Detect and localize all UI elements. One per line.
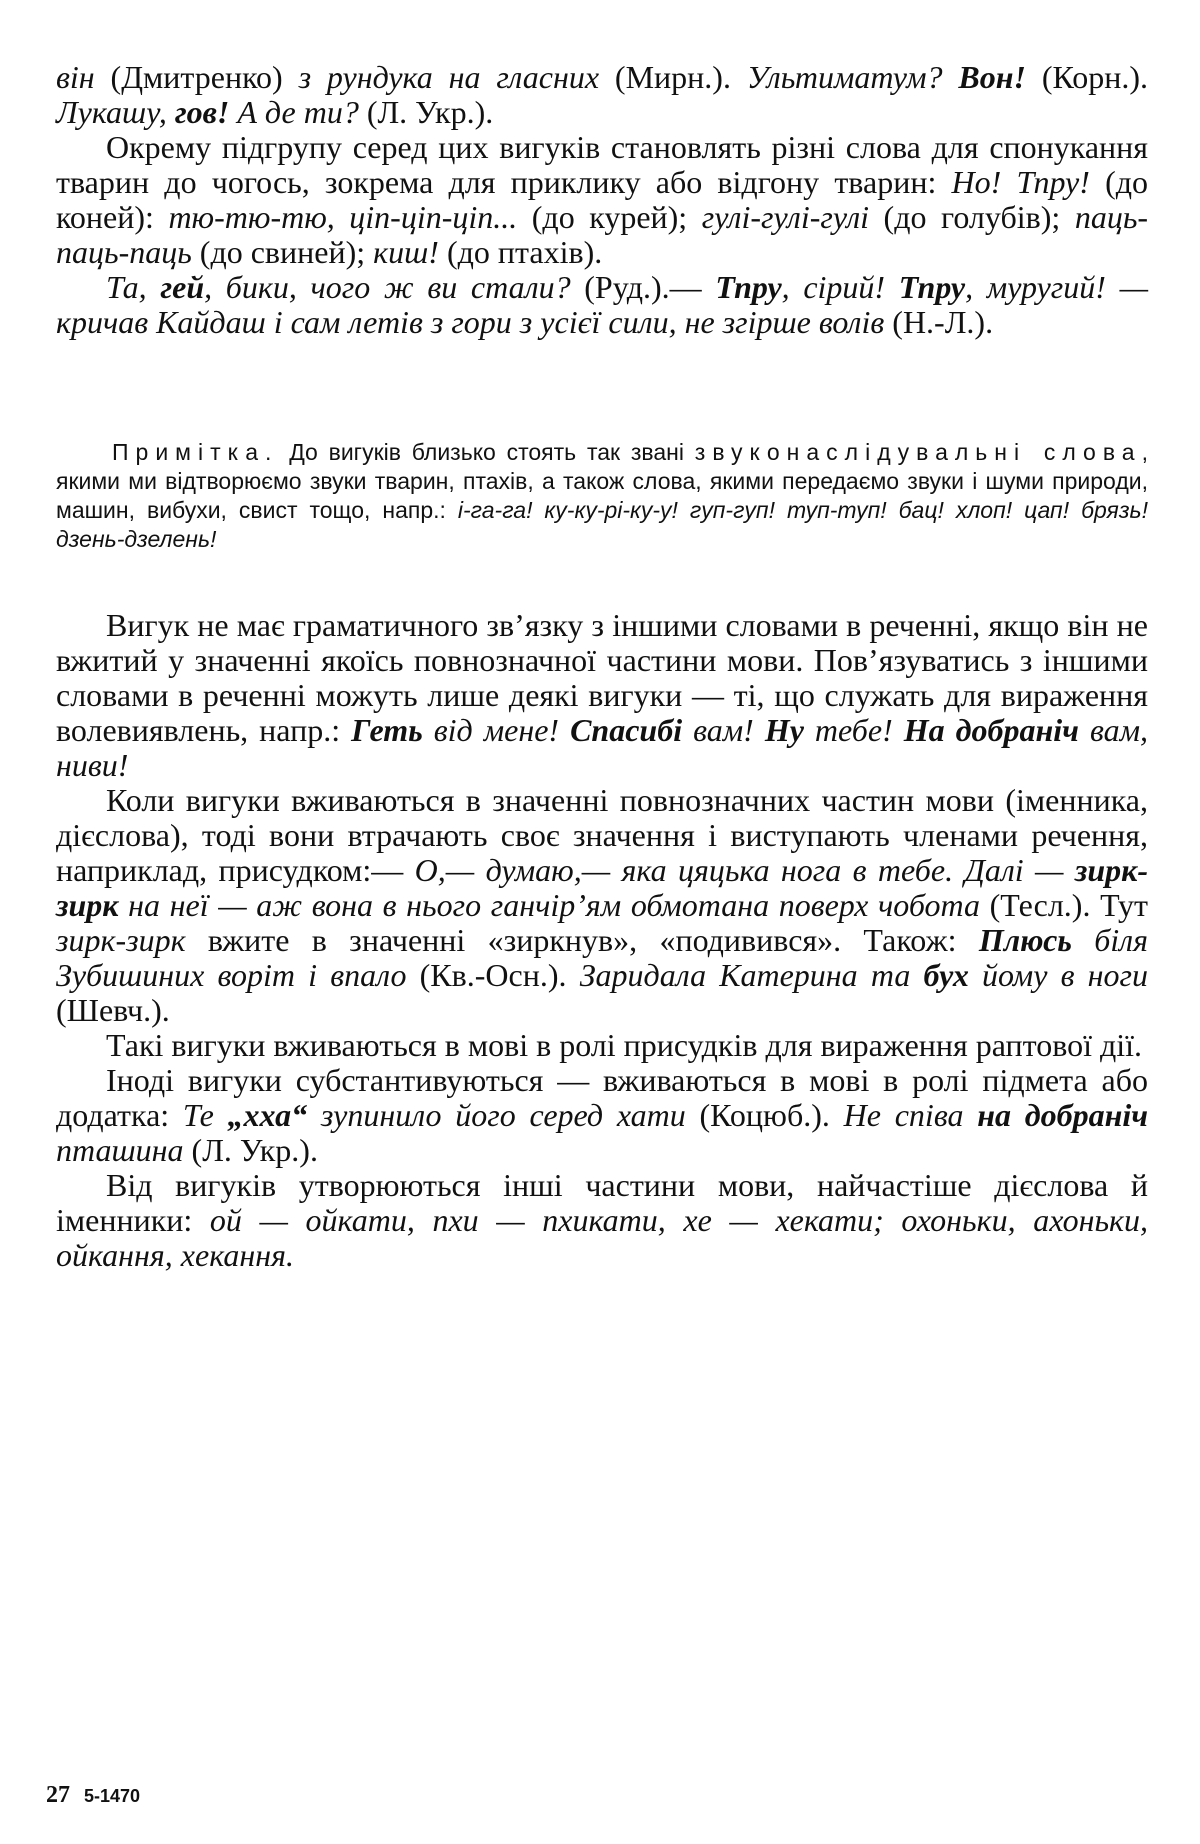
text-span: біля Зубишиних воріт і впало xyxy=(56,922,1149,993)
text-span: (Кв.-Осн.). xyxy=(406,957,580,993)
page-footer xyxy=(46,1782,140,1809)
text-span: Плюсь xyxy=(978,922,1072,958)
text-span: Те xyxy=(182,1097,228,1133)
text-span: Тпру xyxy=(715,269,782,305)
text-span: з рундука на гласних xyxy=(298,59,600,95)
text-span: (Л. Укр.). xyxy=(183,1132,318,1168)
text-span: зупинило його серед хати xyxy=(307,1097,686,1133)
text-span: Тпру xyxy=(898,269,966,305)
paragraph-grammar xyxy=(56,608,1148,783)
text-span: (Л. Укр.). xyxy=(358,94,494,130)
text-span: Такі вигуки вживаються в мові в ролі присудків для вираження раптової дії. xyxy=(106,1027,1143,1063)
note-term: звуконаслідувальні слова xyxy=(694,439,1142,465)
text-span: Ну xyxy=(764,712,804,748)
text-span: А де ти? xyxy=(229,94,359,130)
text-span: На добраніч xyxy=(903,712,1079,748)
text-span: бух xyxy=(923,957,969,993)
text-span: Іноді вигуки субстантивуються — вживаються в мові в ролі підмета або додатка: xyxy=(56,1062,1148,1133)
note-examples: і-га-га! ку-ку-рі-ку-у! гуп-гуп! туп-туп! бац! хлоп! цап! брязь! дзень-дзелень! xyxy=(56,497,1149,552)
text-span: (Мирн.). xyxy=(599,59,747,95)
paragraph-citations xyxy=(56,60,1148,130)
text-span: Ультиматум? xyxy=(746,59,943,95)
text-span: (до коней): xyxy=(56,164,1149,235)
top-text-block xyxy=(56,60,1148,340)
paragraph-sentence-members xyxy=(56,783,1148,1028)
text-span: вжите в значенні «зиркнув», «подивився». Також: xyxy=(185,922,979,958)
main-text-block xyxy=(56,608,1148,1273)
text-span: Лукашу, xyxy=(56,94,175,130)
paragraph-predicates xyxy=(56,1028,1148,1063)
text-span: (Шевч.). xyxy=(56,992,170,1028)
text-span: Коли вигуки вживаються в значенні повнозначних частин мови (іменника, дієслова), тоді вони втрачають своє значення і виступають членами речення, наприклад, присудком:— xyxy=(56,782,1148,888)
text-span: Заридала Катерина та xyxy=(579,957,924,993)
text-span: йому в ноги xyxy=(968,957,1149,993)
text-span: (до птахів). xyxy=(438,234,603,270)
text-span: паць-паць-паць xyxy=(56,199,1149,270)
text-span: на добраніч xyxy=(977,1097,1149,1133)
text-span: (до свиней); xyxy=(191,234,374,270)
text-span: вам! xyxy=(682,712,765,748)
text-span: (Дмитренко) xyxy=(94,59,299,95)
text-span: Від вигуків утворюються інші частини мови, найчастіше дієслова й іменники: xyxy=(56,1167,1148,1238)
text-span: Но! Тпру! xyxy=(951,164,1090,200)
text-span: Спасибі xyxy=(570,712,683,748)
text-span: , бики, чого ж ви стали? xyxy=(204,269,571,305)
text-span: тебе! xyxy=(803,712,904,748)
text-span: Не співа xyxy=(843,1097,978,1133)
text-span: „хха“ xyxy=(227,1097,308,1133)
text-span: (Н.-Л.). xyxy=(884,304,994,340)
text-span: на неї — аж вона в нього ганчір’ям обмотана поверх чобота xyxy=(118,887,980,923)
text-span: Вигук не має граматичного зв’язку з іншими словами в реченні, якщо він не вжитий у значенні якоїсь повнозначної частини мови. Пов’язуватись з іншими словами в реченні можуть лише деякі вигуки — ті, що служать для вираження волевиявлень, напр.: xyxy=(56,607,1148,748)
printer-signature: 5-1470 xyxy=(84,1786,141,1806)
text-span: (Коцюб.). xyxy=(685,1097,844,1133)
paragraph-derivation xyxy=(56,1168,1148,1273)
text-span: Геть xyxy=(351,712,423,748)
note-paragraph xyxy=(56,438,1148,554)
text-span: О,— думаю,— яка цяцька нога в тебе. Далі — xyxy=(414,852,1075,888)
text-span: Та, xyxy=(106,269,161,305)
text-span: , муругий! — кричав Кайдаш і сам летів з гори з усієї сили, не згірше волів xyxy=(56,269,1149,340)
paragraph-example-quote xyxy=(56,270,1148,340)
text-span: (Тесл.). Тут xyxy=(980,887,1149,923)
text-span: пташина xyxy=(56,1132,184,1168)
text-span: киш! xyxy=(373,234,439,270)
text-span: ой — ойкати, пхи — пхикати, хе — хекати; охоньки, ахоньки, ойкання, хекання. xyxy=(56,1202,1149,1273)
paragraph-animal-calls xyxy=(56,130,1148,270)
text-span: він xyxy=(56,59,95,95)
text-span: До вигуків близько стоять так звані xyxy=(278,439,695,465)
text-span: (до голубів); xyxy=(869,199,1075,235)
paragraph-substantivized xyxy=(56,1063,1148,1168)
text-span: , сірий! xyxy=(781,269,899,305)
text-span: (до курей); xyxy=(517,199,702,235)
note-label: Примітка. xyxy=(112,439,279,465)
text-span: (Корн.). xyxy=(1025,59,1149,95)
page-number: 27 xyxy=(46,1782,70,1808)
text-span: Окрему підгрупу серед цих вигуків становлять різні слова для спонукання тварин до чогось, зокрема для приклику або відгону тварин: xyxy=(56,129,1148,200)
text-span: гулі-гулі-гулі xyxy=(701,199,870,235)
text-span: зирк-зирк xyxy=(56,922,186,958)
text-span: вам, ниви! xyxy=(56,712,1149,783)
text-span: , якими ми відтворюємо звуки тварин, птахів, а також слова, якими передаємо звуки і шуми природи, машин, вибухи, свист тощо, напр.: xyxy=(56,439,1148,523)
text-span: Вон! xyxy=(942,59,1026,95)
text-span: гей xyxy=(160,269,205,305)
text-span: (Руд.).— xyxy=(570,269,716,305)
text-span: гов! xyxy=(174,94,230,130)
text-span: тю-тю-тю, ціп-ціп-ціп... xyxy=(168,199,518,235)
text-span: від мене! xyxy=(422,712,571,748)
text-span: зирк-зирк xyxy=(56,852,1149,923)
